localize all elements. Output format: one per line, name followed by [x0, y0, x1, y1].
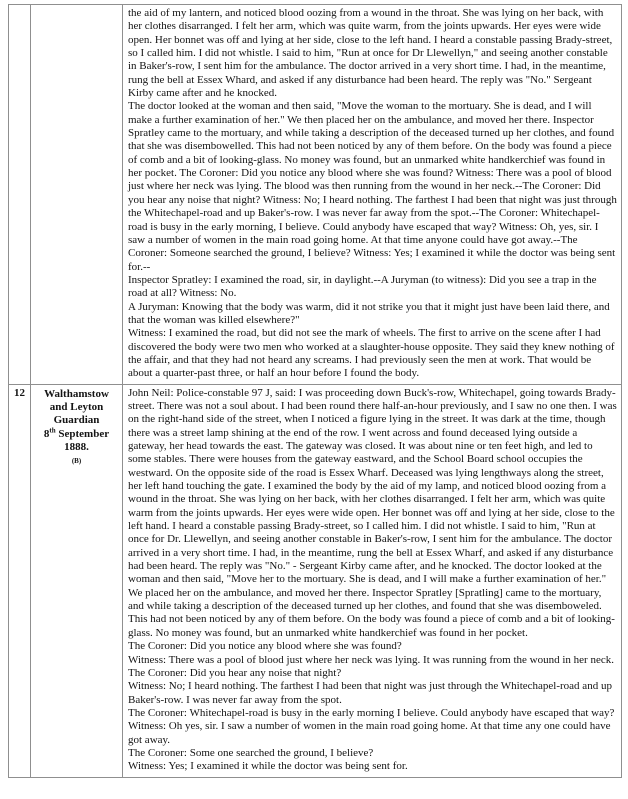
- testimony-paragraph: The doctor looked at the woman and then said, "Move the woman to the mortuary. She is dead, and I will make a further examination of her." We then placed her on the ambulance, and moved her there. Inspector Spratley came to the mortuary, and while taking a description of the deceased turned up her clothes, and found that she was disembowelled. This had not been noticed by any of them before. On the body was found a piece of comb and a bit of looking-glass. No money was found, but an unmarked white handkerchief was found in her pocket. The Coroner: Did you notice any blood where she was found? Witness: There was a pool of blood just where her neck was lying. The blood was then running from the wound in her neck.--The Coroner: Did you hear any noise that night? Witness: No; I heard nothing. The farthest I had been that night was just through the Whitechapel-road and up Baker's-row. I was never far away from the spot.--The Coroner: Whitechapel-road is busy in the early morning, I believe. Could anybody have escaped that way? Witness: Oh, yes, sir. I saw a number of women in the main road going home. At that time anyone could have got away.--The Coroner: Someone searched the ground, I believe? Witness: Yes; I examined it while the doctor was being sent for.--: [128, 100, 617, 273]
- row-number-cell: 12: [9, 384, 31, 777]
- testimony-paragraph: A Juryman: Knowing that the body was warm, did it not strike you that it might just have been laid there, and that the woman was killed elsewhere?": [128, 300, 610, 326]
- testimony-paragraph: Witness: No; I heard nothing. The farthest I had been that night was just through the Whitechapel-road and up Baker's-row. I was never far away from the spot.: [128, 680, 612, 706]
- inquest-press-reports-table: [8, 4, 622, 778]
- testimony-cell: [123, 384, 622, 777]
- testimony-paragraph: Witness: Yes; I examined it while the doctor was being sent for.: [128, 760, 408, 773]
- testimony-paragraph: The Coroner: Whitechapel-road is busy in the early morning I believe. Could anybody have escaped that way?: [128, 706, 615, 719]
- source-cell: [31, 384, 123, 777]
- testimony-paragraph: Witness: I examined the road, but did not see the mark of wheels. The first to arrive on the scene after I had discovered the body were two men who worked at a slaughter-house opposite. They said they knew nothing of the affair, and that they had not heard any screams. I had previously seen the men at work. That would be about a quarter-past three, or half an hour before I found the body.: [128, 327, 615, 380]
- testimony-paragraph: The Coroner: Did you notice any blood where she was found?: [128, 640, 402, 653]
- source-note: (B): [71, 457, 82, 466]
- source-cell-empty: [31, 5, 123, 385]
- source-title: Walthamstow and Leyton Guardian: [44, 387, 109, 427]
- table-row-12: [9, 384, 622, 777]
- testimony-paragraph: John Neil: Police-constable 97 J, said: I was proceeding down Buck's-row, Whitechapel, going towards Brady-street. There was not a soul about. I had been round there half-an-hour previously, and I saw no one then. I was on the right-hand side of the street, when I noticed a figure lying in the street. It was dark at the time, though there was a street lamp shining at the end of the row. I went across and found deceased lying outside a gateway, her head towards the east. The gateway was closed. It was about nine or ten feet high, and led to some stables. There were houses from the gateway eastward, and the School Board school occupies the westward. On the opposite side of the road is Essex Wharf. Deceased was lying lengthways along the street, her left hand touching the gate. I examined the body by the aid of my lamp, and noticed blood oozing from a wound in the throat. She was lying on her back, with her clothes disarranged. I felt her arm, which was quite warm from the joints upwards. Her eyes were wide open. Her bonnet was off and lying at her side, close to the left hand. I heard a constable passing Brady-street, so I called him. I did not whistle. I said to him, "Run at once for Dr. Llewellyn, and seeing another constable in Baker's-row, I sent him for the ambulance. The doctor arrived in a very short time. I had, in the meantime, rung the bell at Essex Wharf, and asked if any disturbance had been heard. The reply was "No." - Sergeant Kirby came after, and he knocked. The doctor looked at the woman and then said, "Move her to the mortuary. She is dead, and I will make a further examination of her." We placed her on the ambulance, and moved her there. Inspector Spratley [Spratling] came to the mortuary, and while taking a description of the deceased turned up her clothes, and found that she was disemboweled. This had not been noticed by any of them before. On the body was found a piece of comb and a bit of looking-glass. No money was found, but an unmarked white handkerchief was found in her pocket.: [128, 386, 617, 639]
- testimony-paragraph: the aid of my lantern, and noticed blood oozing from a wound in the throat. She was lying on her back, with her clothes disarranged. I felt her arm, which was quite warm, from the joints upwards. Her eyes were wide open. Her bonnet was off and lying at her side, close to the left hand. I heard a constable passing Brady-street, so I called him. I did not whistle. I said to him, "Run at once for Dr Llewellyn," and seeing another constable in Baker's-row, I sent him for the ambulance. The doctor arrived in a very short time. I had, in the meantime, rung the bell at Essex Whard, and asked if any disturbance had been heard. The reply was "No." Sergeant Kirby came after and he knocked.: [128, 7, 613, 100]
- source-date: 8th September 1888.: [43, 426, 110, 453]
- testimony-paragraph: Witness: Oh yes, sir. I saw a number of women in the main road going home. At that time any one could have got away.: [128, 720, 611, 746]
- testimony-paragraph: Inspector Spratley: I examined the road, sir, in daylight.--A Juryman (to witness): Did you see a trap in the road at all? Witness: No.: [128, 273, 597, 300]
- testimony-paragraph: Witness: There was a pool of blood just where her neck was lying. It was running from the wound in her neck. The Coroner: Did you hear any noise that night?: [128, 653, 614, 679]
- testimony-paragraph: The Coroner: Some one searched the ground, I believe?: [128, 746, 374, 759]
- row-number-cell: [9, 5, 31, 385]
- table-row-continuation: [9, 5, 622, 385]
- testimony-cell: [123, 5, 622, 385]
